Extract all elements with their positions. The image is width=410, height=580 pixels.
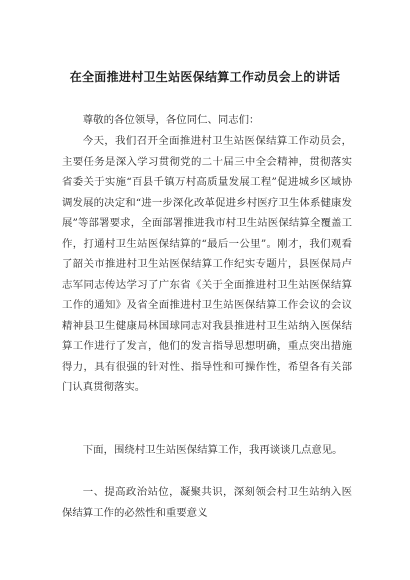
- salutation: [62, 110, 352, 131]
- paragraph-2-text: 下面，围绕村卫生站医保结算工作，我再谈谈几点意见。: [82, 444, 343, 456]
- paragraph-1-text: 今天，我们召开全面推进村卫生站医保结算工作动员会，主要任务是深入学习贯彻党的二十届三中全会精神，贯彻落实省委关于实施“百县千镇万村高质量发展工程”促进城乡区域协调发展的决定和“进一步深化改革促进乡村医疗卫生体系健康发展”等部署要求，全面部署推进我市村卫生站医保结算全覆盖工作，打通村卫生站医保结算的“最后一公里”。刚才，我们观看了韶关市推进村卫生站医保结算工作纪实专题片，县医保局卢志军同志传达学习了广东省《关于全面推进村卫生站医保结算工作的通知》及省全面推进村卫生站医保结算工作会议的会议精神县卫生健康局林国球同志对我县推进村卫生站纳入医保结算工作进行了发言，他们的发言指导思想明确，重点突出措施得力，具有很强的针对性、指导性和可操作性，希望各有关部门认真贯彻落实。: [62, 135, 352, 393]
- section-heading-1: 一、提高政治站位，凝聚共识，深刻领会村卫生站纳入医保结算工作的必然性和重要意义: [62, 486, 352, 519]
- document-title: 在全面推进村卫生站医保结算工作动员会上的讲话: [69, 70, 341, 84]
- paragraph-2: [62, 440, 352, 461]
- paragraph-1: [62, 131, 352, 398]
- paragraph-3: [62, 482, 352, 523]
- salutation-text: 尊敬的各位领导，各位同仁、同志们：: [82, 114, 260, 126]
